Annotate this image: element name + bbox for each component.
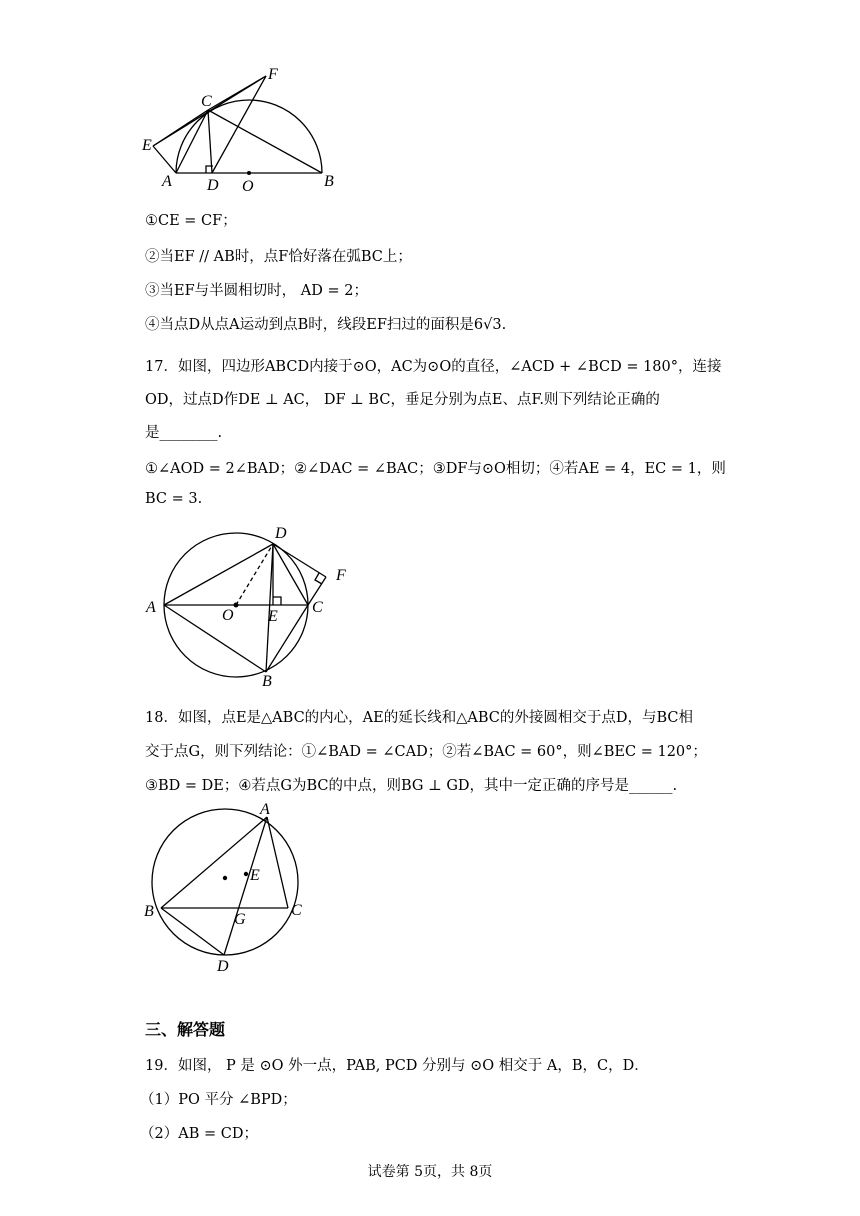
- q18-line-1: 18．如图，点E是△ABC的内心，AE的延长线和△ABC的外接圆相交于点D，与BC相: [145, 710, 694, 726]
- label-f: F: [336, 567, 346, 584]
- label-d: D: [217, 958, 229, 975]
- q17-line-2: OD，过点D作DE ⊥ AC， DF ⊥ BC，垂足分别为点E、点F.则下列结论正确的: [145, 392, 660, 408]
- label-b: B: [144, 903, 154, 920]
- label-c: C: [312, 599, 323, 616]
- label-o: O: [242, 178, 254, 195]
- incenter-e-dot: [244, 872, 248, 876]
- center-o-dot: [234, 603, 239, 608]
- label-a: A: [260, 801, 270, 818]
- label-d: D: [275, 525, 287, 542]
- figure-q16: [140, 64, 350, 196]
- segment-od-dashed: [236, 544, 273, 605]
- label-f: F: [268, 66, 278, 83]
- q16-item-4: ④当点D从点A运动到点B时，线段EF扫过的面积是6√3.: [145, 317, 507, 333]
- label-d: D: [207, 177, 219, 194]
- q18-line-2: 交于点G，则下列结论：①∠BAD = ∠CAD；②若∠BAC = 60°，则∠BEC = 120°；: [145, 744, 707, 760]
- center-o-dot: [247, 171, 251, 175]
- label-a: A: [162, 173, 172, 190]
- segment-ad: [164, 544, 273, 605]
- right-angle-mark-f: [315, 573, 322, 584]
- q17-line-4: ①∠AOD = 2∠BAD；②∠DAC = ∠BAC；③DF与⊙O相切；④若AE = 4，EC = 1，则: [145, 461, 726, 477]
- q17-line-1: 17．如图，四边形ABCD内接于⊙O，AC为⊙O的直径，∠ACD + ∠BCD = 180°，连接: [145, 359, 722, 375]
- center-dot: [223, 876, 227, 880]
- segment-ac: [176, 110, 208, 173]
- segment-df: [212, 76, 266, 173]
- segment-ab: [161, 817, 267, 908]
- label-b: B: [262, 673, 272, 690]
- label-o: O: [222, 607, 234, 624]
- label-a: A: [146, 599, 156, 616]
- label-g: G: [234, 911, 246, 928]
- label-e: E: [250, 867, 260, 884]
- segment-ad: [224, 817, 267, 955]
- segment-cd: [208, 110, 212, 173]
- figure-q17: [140, 520, 360, 692]
- label-b: B: [324, 173, 334, 190]
- segment-ab: [164, 605, 266, 672]
- label-e: E: [268, 608, 278, 625]
- label-e: E: [142, 137, 152, 154]
- q16-item-2: ②当EF // AB时，点F恰好落在弧BC上；: [145, 249, 412, 265]
- q16-item-1: ①CE = CF；: [145, 213, 237, 229]
- label-c: C: [291, 902, 302, 919]
- segment-ea: [153, 146, 176, 173]
- label-c: C: [201, 93, 212, 110]
- q19-line-1: 19．如图， P 是 ⊙O 外一点，PAB, PCD 分别与 ⊙O 相交于 A，B，C，D．: [145, 1058, 649, 1074]
- q17-line-3: 是________.: [145, 425, 223, 441]
- page-footer: 试卷第 5页，共 8页: [367, 1164, 493, 1180]
- q19-line-3: （2）AB = CD；: [140, 1126, 258, 1142]
- segment-cb: [208, 110, 322, 173]
- section-title: 三、解答题: [145, 1020, 226, 1039]
- figure-q18: [140, 800, 315, 975]
- circumcircle: [152, 809, 298, 955]
- semicircle-arc: [176, 100, 322, 173]
- q19-line-2: （1）PO 平分 ∠BPD；: [140, 1092, 297, 1108]
- q17-line-5: BC = 3.: [145, 491, 203, 507]
- q16-item-3: ③当EF与半圆相切时， AD = 2；: [145, 283, 368, 299]
- q18-line-3: ③BD = DE；④若点G为BC的中点，则BG ⊥ GD，其中一定正确的序号是______.: [145, 778, 678, 794]
- right-angle-mark-e: [273, 597, 281, 605]
- segment-dc: [273, 544, 308, 605]
